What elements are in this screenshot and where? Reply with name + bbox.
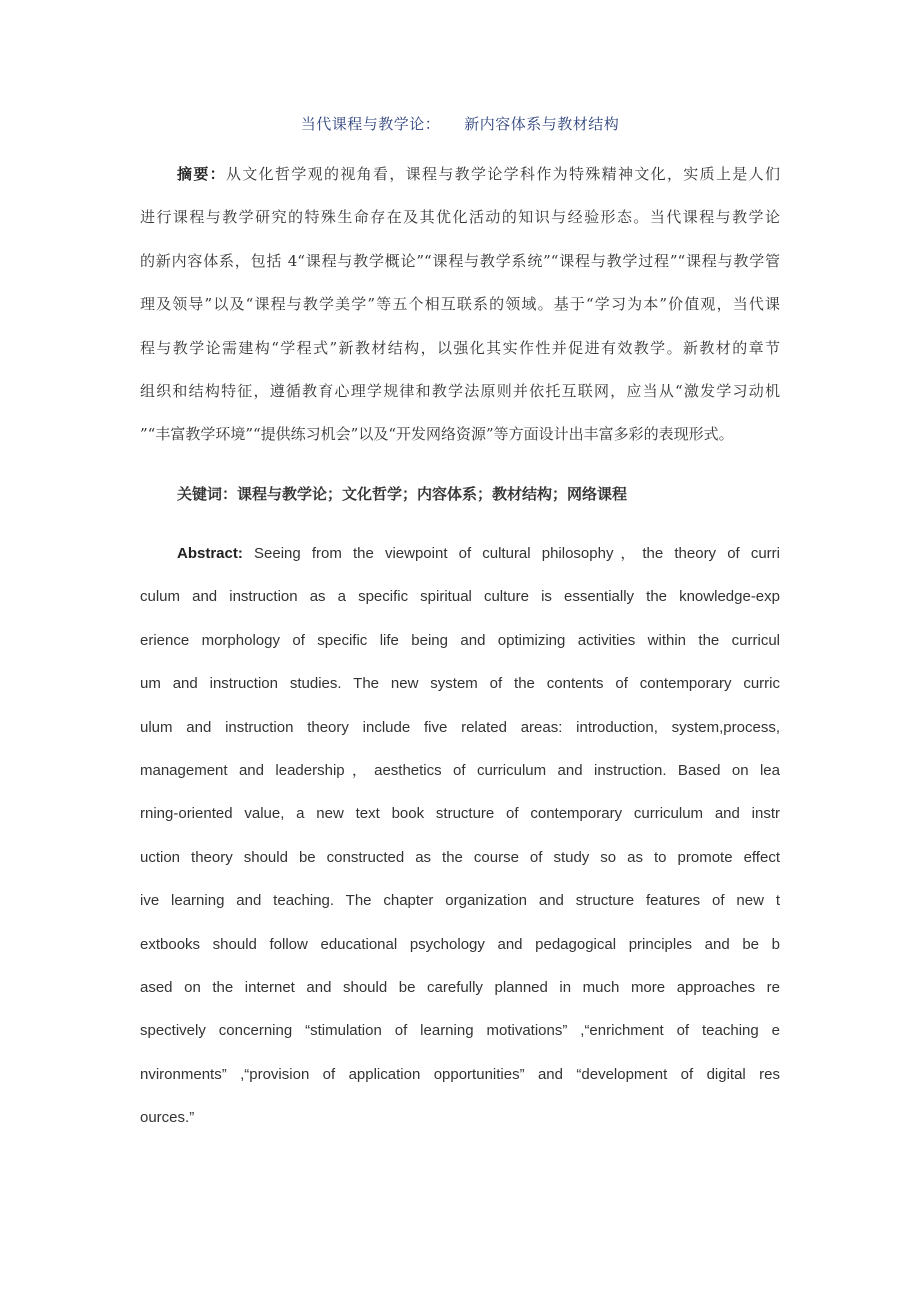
abstract-en-line: extbooks should follow educational psychology and pedagogical principles and be b — [140, 935, 780, 953]
abstract-cn-line: ”“丰富教学环境”“提供练习机会”以及“开发网络资源”等方面设计出丰富多彩的表现形式。 — [140, 425, 734, 444]
document-title — [0, 113, 920, 134]
abstract-cn-line: 摘要：从文化哲学观的视角看，课程与教学论学科作为特殊精神文化，实质上是人们 — [177, 165, 780, 183]
abstract-en-line: ources.” — [140, 1109, 195, 1127]
abstract-en-line: ulum and instruction theory include five related areas: introduction, system,process, — [140, 718, 780, 736]
abstract-en-line: culum and instruction as a specific spiritual culture is essentially the knowledge-exp — [140, 588, 780, 606]
abstract-en-line: Abstract: Seeing from the viewpoint of cultural philosophy，the theory of curri — [177, 545, 780, 562]
abstract-en-line: uction theory should be constructed as the course of study so as to promote effect — [140, 848, 780, 866]
abstract-cn-label: 摘要： — [177, 165, 226, 183]
abstract-cn-line: 组织和结构特征，遵循教育心理学规律和教学法原则并依托互联网，应当从“激发学习动机 — [140, 381, 780, 400]
abstract-en-line: um and instruction studies. The new system of the contents of contemporary curric — [140, 675, 780, 693]
abstract-cn-line: 程与教学论需建构“学程式”新教材结构，以强化其实作性并促进有效教学。新教材的章节 — [140, 338, 780, 357]
title-main: 当代课程与教学论： — [300, 115, 441, 133]
abstract-en-line: management and leadership，aesthetics of curriculum and instruction. Based on lea — [140, 761, 780, 779]
abstract-en — [140, 540, 780, 1147]
abstract-cn-line: 进行课程与教学研究的特殊生命存在及其优化活动的知识与经验形态。当代课程与教学论 — [140, 208, 780, 227]
abstract-en-line: erience morphology of specific life being and optimizing activities within the curricul — [140, 631, 780, 649]
abstract-en-label: Abstract: — [177, 545, 243, 562]
title-subtitle: 新内容体系与教材结构 — [464, 115, 620, 133]
abstract-en-line: ive learning and teaching. The chapter organization and structure features of new t — [140, 892, 780, 910]
abstract-en-line: ased on the internet and should be carefully planned in much more approaches re — [140, 978, 780, 996]
abstract-en-line: nvironments” ,“provision of application opportunities” and “development of digital res — [140, 1065, 780, 1083]
abstract-cn — [140, 160, 780, 464]
abstract-en-line: spectively concerning “stimulation of learning motivations” ,“enrichment of teaching e — [140, 1022, 780, 1040]
abstract-cn-line: 的新内容体系，包括 4“课程与教学概论”“课程与教学系统”“课程与教学过程”“课程与教学管 — [140, 251, 780, 270]
keywords-cn: 关键词：课程与教学论；文化哲学；内容体系；教材结构；网络课程 — [177, 485, 628, 503]
abstract-cn-line: 理及领导”以及“课程与教学美学”等五个相互联系的领域。基于“学习为本”价值观，当代课 — [140, 295, 780, 314]
abstract-en-line: rning-oriented value, a new text book structure of contemporary curriculum and instr — [140, 805, 780, 823]
